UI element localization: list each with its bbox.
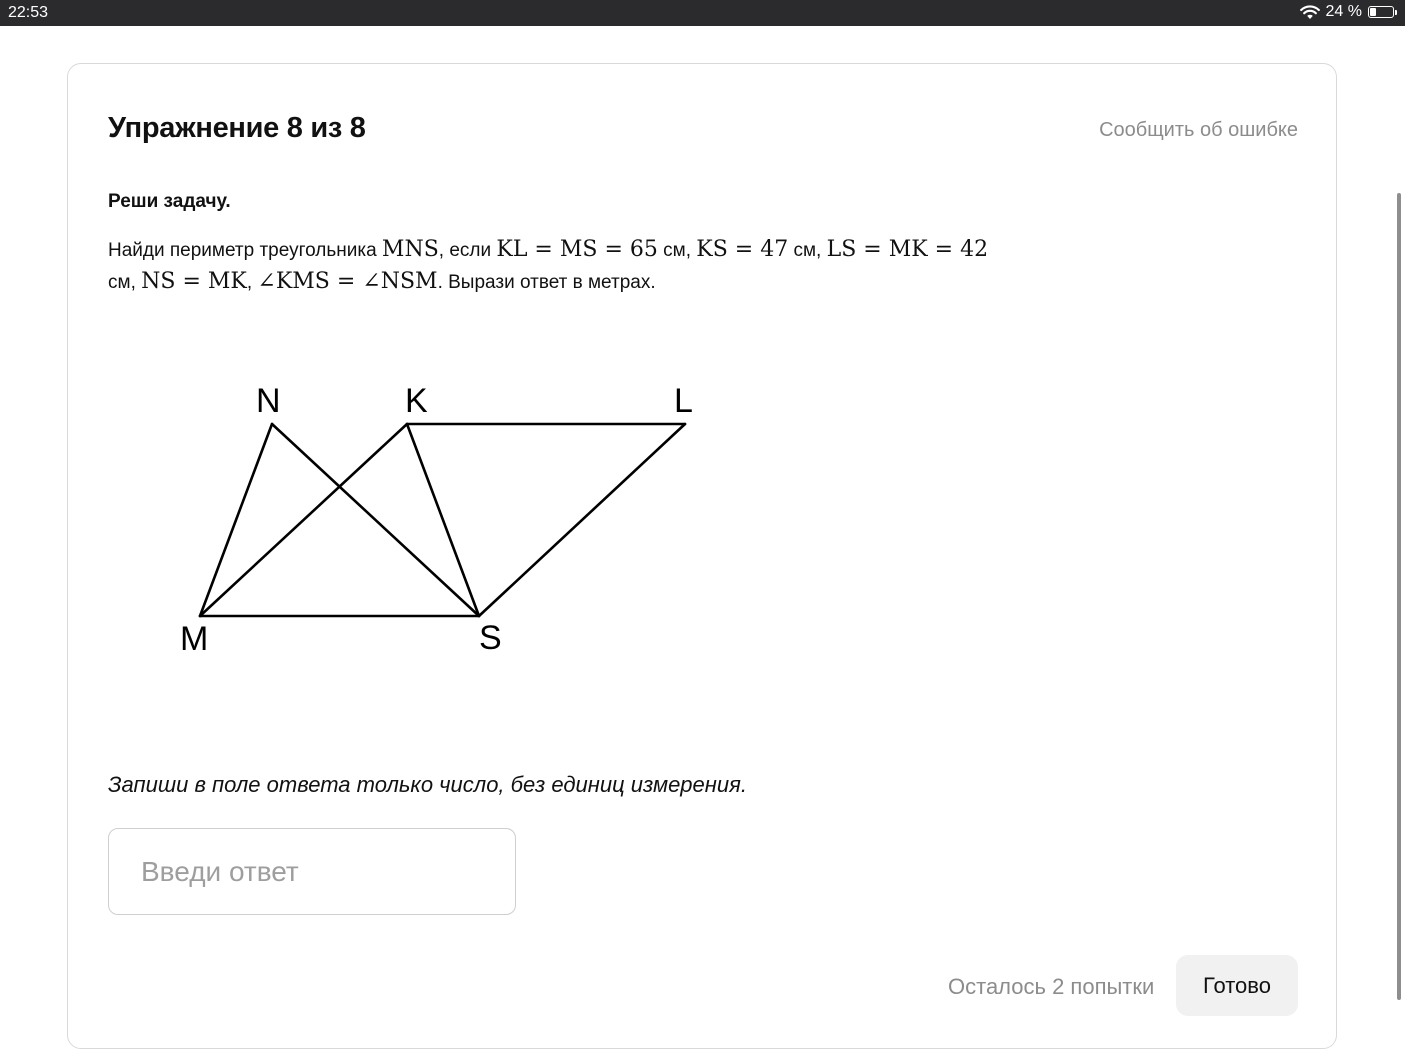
geometry-figure xyxy=(168,364,768,664)
problem-text-part: см, xyxy=(108,272,142,293)
math-expression: MNS xyxy=(381,237,439,262)
point-label-l: L xyxy=(674,382,693,420)
point-label-s: S xyxy=(479,619,502,657)
status-bar xyxy=(0,0,1405,26)
battery-level-fill xyxy=(1370,8,1376,16)
math-expression: KS = 47 xyxy=(696,237,789,262)
problem-statement xyxy=(108,234,1068,298)
done-button[interactable]: Готово xyxy=(1176,955,1298,1016)
point-label-k: K xyxy=(405,382,428,420)
point-label-m: M xyxy=(180,620,209,658)
report-error-link[interactable]: Сообщить об ошибке xyxy=(1099,119,1298,141)
problem-text-part: Найди периметр треугольника xyxy=(108,240,382,261)
status-time: 22:53 xyxy=(8,4,49,21)
segment-mn xyxy=(200,424,272,616)
status-indicators xyxy=(1300,3,1397,21)
point-label-n: N xyxy=(256,382,281,420)
problem-text-part: . Вырази ответ в метрах. xyxy=(437,272,656,293)
scrollbar[interactable] xyxy=(1397,193,1401,1000)
math-expression: ∠KMS = ∠NSM xyxy=(257,269,438,294)
problem-text-part: см, xyxy=(788,240,827,261)
math-expression: KL = MS = 65 xyxy=(496,237,658,262)
attempts-remaining: Осталось 2 попытки xyxy=(948,974,1155,999)
math-expression: LS = MK = 42 xyxy=(826,237,989,262)
segment-ks xyxy=(407,424,479,616)
page-title: Упражнение 8 из 8 xyxy=(108,112,366,144)
segment-ls xyxy=(479,424,685,616)
battery-icon xyxy=(1368,6,1397,18)
wifi-icon xyxy=(1300,5,1320,20)
math-expression: NS = MK xyxy=(141,269,247,294)
task-label: Реши задачу. xyxy=(108,191,231,212)
answer-input[interactable] xyxy=(108,828,516,915)
answer-instruction: Запиши в поле ответа только число, без единиц измерения. xyxy=(108,772,747,797)
problem-text-part: , xyxy=(246,272,258,293)
exercise-card xyxy=(67,63,1337,1049)
battery-percent: 24 % xyxy=(1325,3,1362,20)
problem-text-part: , если xyxy=(438,240,497,261)
problem-text-part: см, xyxy=(657,240,697,261)
